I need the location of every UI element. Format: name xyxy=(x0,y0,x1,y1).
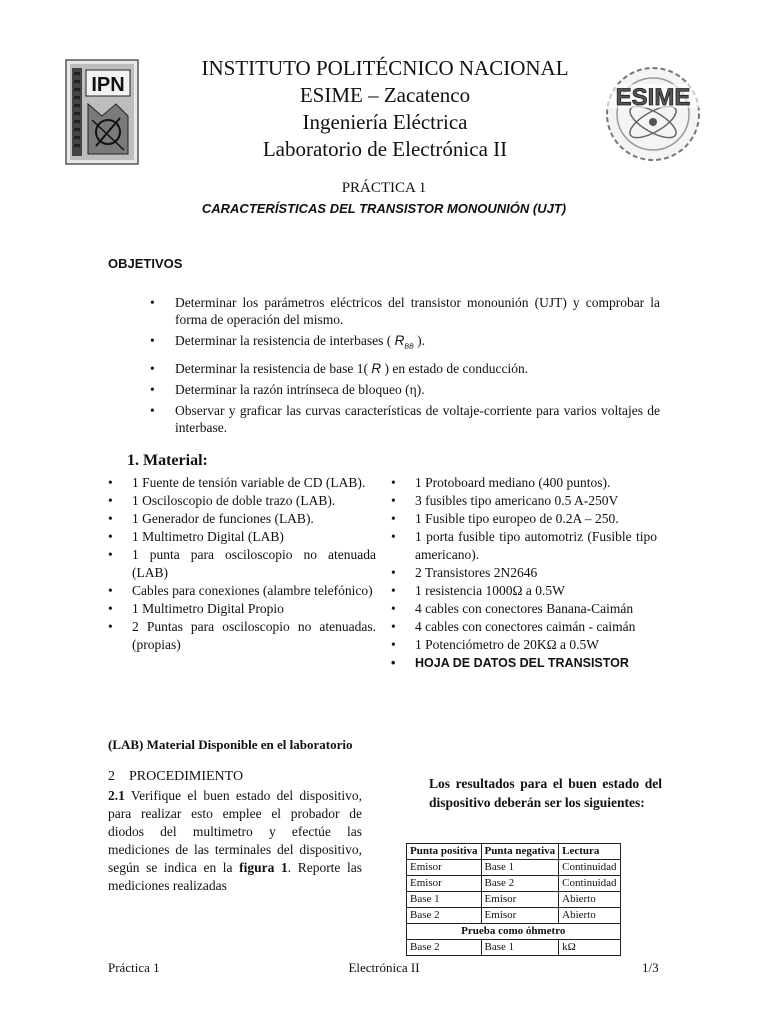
material-item: • 4 cables con conectores caimán - caimán xyxy=(389,618,657,636)
procedure-step: 2.1 Verifique el buen estado del dispositivo, para realizar esto emplee el probador de diodos del multimetro y efectúe las mediciones de las terminales del dispositivo, según se indica en la figura 1. Reporte las mediciones realizadas xyxy=(108,788,363,893)
column-header: Punta positiva xyxy=(407,844,482,860)
table-row: Emisor Base 1 Continuidad xyxy=(407,860,621,876)
material-item: • 1 resistencia 1000Ω a 0.5W xyxy=(389,582,657,600)
ipn-logo-text: IPN xyxy=(91,74,125,96)
ipn-logo xyxy=(62,56,142,168)
step-index: 2.1 xyxy=(108,788,125,803)
ohmmeter-section-label: Prueba como óhmetro xyxy=(407,924,621,940)
material-item: • 3 fusibles tipo americano 0.5 A-250V xyxy=(389,492,657,510)
objectives-list xyxy=(150,294,660,440)
table-row: Emisor Base 2 Continuidad xyxy=(407,876,621,892)
table-row: Base 1 Emisor Abierto xyxy=(407,892,621,908)
lab-material-note: (LAB) Material Disponible en el laboratorio xyxy=(108,737,353,752)
footer-page-number: 1/3 xyxy=(642,960,659,975)
material-item: • 2 Puntas para osciloscopio no atenuadas. (propias) xyxy=(106,618,376,654)
figure-reference: figura 1 xyxy=(239,860,288,875)
material-item: • 1 punta para osciloscopio no atenuada (LAB) xyxy=(106,546,376,582)
institution-header xyxy=(150,55,620,163)
esime-logo-text: ESIME xyxy=(615,84,691,111)
r-symbol: R xyxy=(371,360,382,376)
table-header-row xyxy=(407,844,621,860)
material-list-right xyxy=(389,474,657,672)
institution-name: INSTITUTO POLITÉCNICO NACIONAL xyxy=(201,56,569,80)
footer-practice: Práctica 1 xyxy=(108,960,160,975)
material-item: • 1 Fuente de tensión variable de CD (LAB). xyxy=(106,474,376,492)
objectives-heading: OBJETIVOS xyxy=(108,256,183,271)
objective-item: • Determinar los parámetros eléctricos del transistor monounión (UJT) y comprobar la forma de operación del mismo. xyxy=(150,294,660,328)
material-item: • Cables para conexiones (alambre telefónico) xyxy=(106,582,376,600)
results-note: Los resultados para el buen estado del dispositivo deberán ser los siguientes: xyxy=(429,776,662,810)
objective-item: • Determinar la resistencia de base 1( R ) en estado de conducción. xyxy=(150,360,660,377)
material-item: • 1 Multimetro Digital Propio xyxy=(106,600,376,618)
table-section-row xyxy=(407,924,621,940)
table-row: Base 2 Emisor Abierto xyxy=(407,908,621,924)
material-item: • 1 porta fusible tipo automotriz (Fusible tipo americano). xyxy=(389,528,657,564)
column-header: Lectura xyxy=(559,844,620,860)
material-item-datasheet: • HOJA DE DATOS DEL TRANSISTOR xyxy=(389,654,657,672)
material-item: • 4 cables con conectores Banana-Caimán xyxy=(389,600,657,618)
material-item: • 2 Transistores 2N2646 xyxy=(389,564,657,582)
objective-item: • Determinar la razón intrínseca de bloqueo (η). xyxy=(150,381,660,398)
material-item: • 1 Protoboard mediano (400 puntos). xyxy=(389,474,657,492)
material-item: • 1 Multimetro Digital (LAB) xyxy=(106,528,376,546)
material-item: • 1 Generador de funciones (LAB). xyxy=(106,510,376,528)
column-header: Punta negativa xyxy=(481,844,559,860)
material-item: • 1 Osciloscopio de doble trazo (LAB). xyxy=(106,492,376,510)
footer-course: Electrónica II xyxy=(348,960,420,975)
material-item: • 1 Potenciómetro de 20KΩ a 0.5W xyxy=(389,636,657,654)
school-name: ESIME – Zacatenco xyxy=(299,83,471,107)
material-item: • 1 Fusible tipo europeo de 0.2A – 250. xyxy=(389,510,657,528)
objective-item: • Determinar la resistencia de interbases ( $R_{BB}$ ). xyxy=(150,332,660,356)
procedure-heading: 2 PROCEDIMIENTO xyxy=(108,769,244,784)
laboratory-name: Laboratorio de Electrónica II xyxy=(262,137,508,161)
practice-number: PRÁCTICA 1 xyxy=(341,180,427,196)
material-list-left xyxy=(106,474,376,654)
objective-item: • Observar y graficar las curvas características de voltaje-corriente para varios voltajes de interbase. xyxy=(150,402,660,436)
material-heading: 1. Material: xyxy=(127,452,208,469)
results-table xyxy=(406,843,621,956)
practice-title: CARACTERÍSTICAS DEL TRANSISTOR MONOUNIÓN (UJT) xyxy=(201,201,567,216)
table-row: Base 2 Base 1 kΩ xyxy=(407,940,621,956)
rbb-symbol: $R_{BB}$ xyxy=(394,333,414,351)
department-name: Ingeniería Eléctrica xyxy=(302,110,468,134)
